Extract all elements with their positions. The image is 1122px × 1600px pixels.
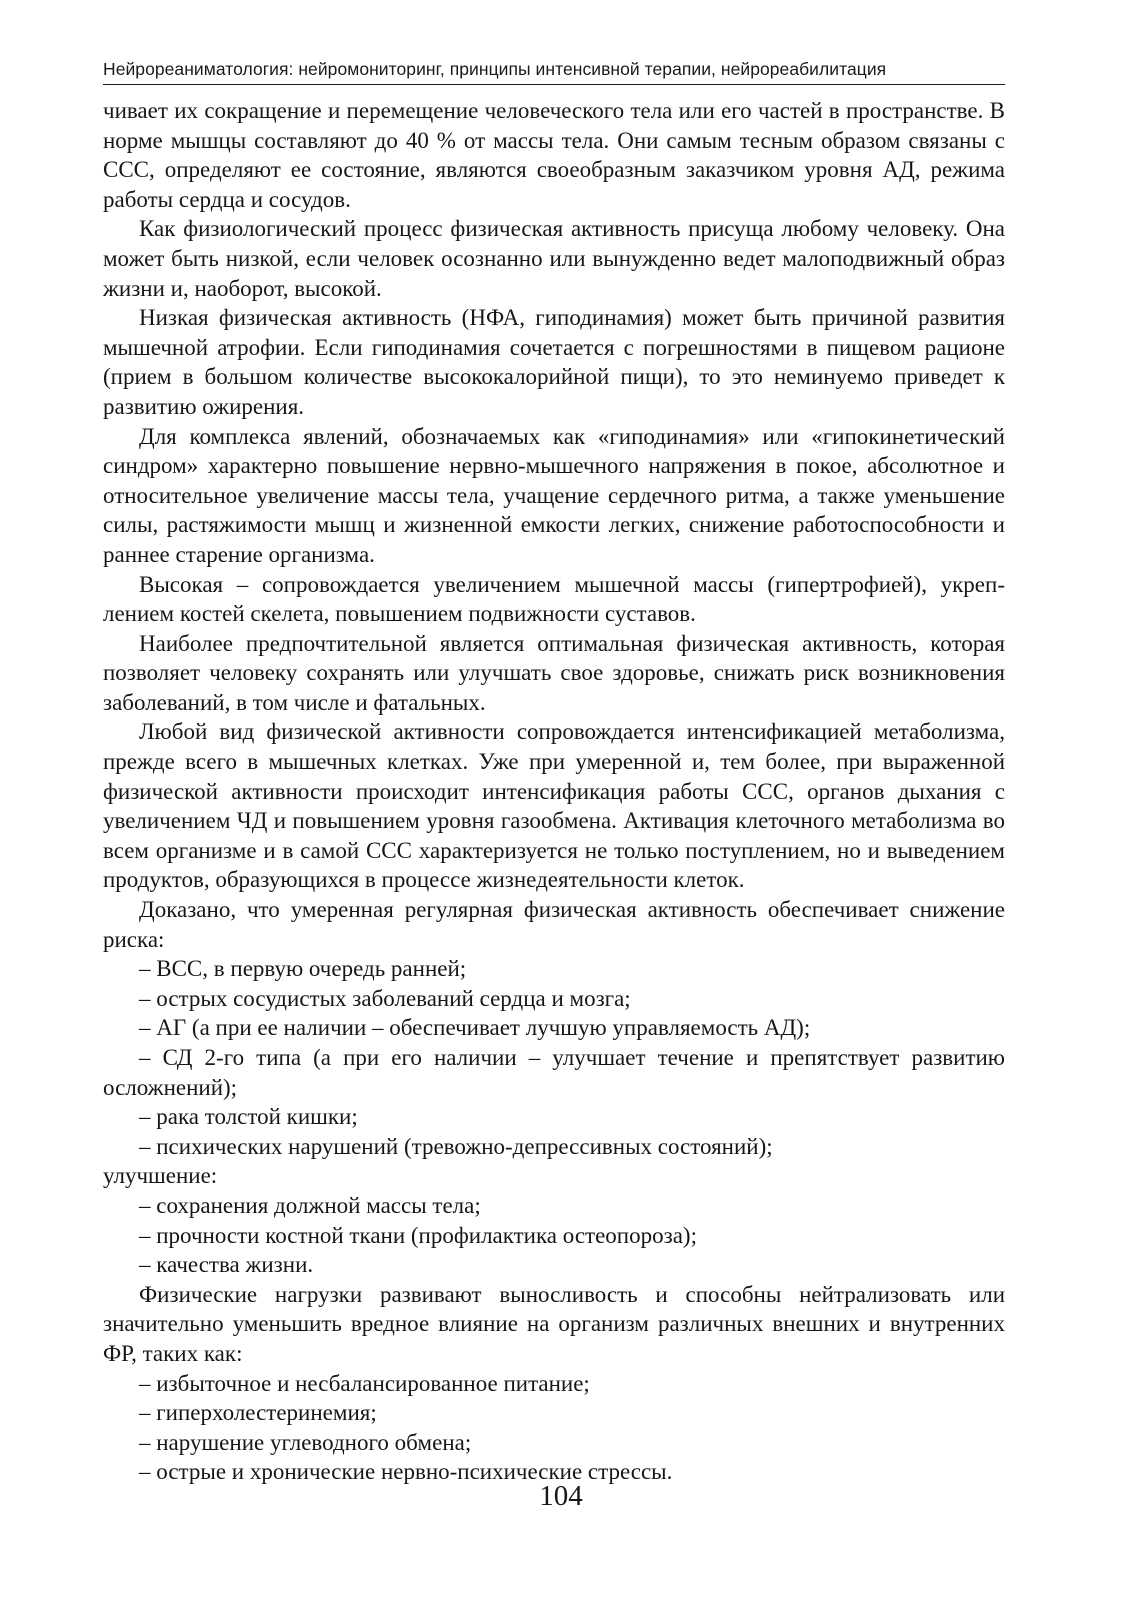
running-head: Нейрореаниматология: нейромониторинг, принципы интенсивной терапии, нейрореабилитация — [103, 59, 887, 79]
risk-list-item: – ВСС, в первую очередь ранней; — [139, 956, 467, 982]
improvement-list-item: – сохранения должной массы тела; — [139, 1192, 481, 1218]
page-number: 104 — [539, 1480, 583, 1512]
improvement-list-item: – качества жизни. — [139, 1252, 314, 1278]
paragraph: Наиболее предпочтительной является оптимальная физическая активность, которая позволяет человеку сохранять или улучшать свое здоровье, снижать риск возникновения заболеваний, в том числе и фатальных. — [103, 630, 1005, 715]
factor-list-item: – нарушение углеводного обмена; — [139, 1429, 472, 1455]
paragraph: Как физиологический процесс физическая активность присуща любому человеку. Она может быть низкой, если человек осознанно или вынужденно ведет малоподвижный образ жизни и, наоборот, высокой. — [103, 216, 1005, 301]
body-text — [103, 96, 1005, 1487]
improvement-list-item: – прочности костной ткани (профилактика остеопороза); — [139, 1222, 697, 1248]
factor-list-item: – острые и хронические нервно-психические стрессы. — [139, 1459, 673, 1485]
risk-list-item: – острых сосудистых заболеваний сердца и мозга; — [139, 985, 631, 1011]
improvement-label: улучшение: — [103, 1163, 218, 1189]
paragraph: Доказано, что умеренная регулярная физическая активность обеспечивает снижение риска: — [103, 897, 1005, 952]
risk-list-item: – СД 2-го типа (а при его наличии – улучшает течение и препятствует развитию осложнений); — [103, 1045, 1005, 1100]
risk-list-item: – психических нарушений (тревожно-депрессивных состояний); — [139, 1133, 773, 1159]
paragraph: Высокая – сопровождается увеличением мышечной массы (гипертрофией), укреплением костей скелета, повышением подвижности суставов. — [103, 571, 1005, 627]
risk-list-item: – рака толстой кишки; — [139, 1104, 358, 1130]
paragraph: Физические нагрузки развивают выносливость и способны нейтрализовать или значительно уменьшить вредное влияние на организм различных внешних и внутренних ФР, таких как: — [103, 1281, 1005, 1366]
paragraph-continued: чивает их сокращение и перемещение человеческого тела или его частей в пространстве. В норме мышцы составляют до 40 % от массы тела. Они самым тесным образом связаны с ССС, определяют ее состояние, являются своеобразным заказчиком уровня АД, режима работы сердца и сосудов. — [103, 98, 1005, 212]
factor-list-item: – гиперхолестеринемия; — [139, 1400, 377, 1426]
paragraph: Низкая физическая активность (НФА, гиподинамия) может быть причиной развития мышечной атрофии. Если гиподинамия сочетается с погрешностями в пищевом рационе (прием в большом количестве высококалорийной пищи), то это неминуемо приведет к развитию ожирения. — [103, 305, 1005, 419]
risk-list-item: – АГ (а при ее наличии – обеспечивает лучшую управляемость АД); — [139, 1015, 811, 1041]
factor-list-item: – избыточное и несбалансированное питание; — [139, 1370, 590, 1396]
header-rule — [103, 84, 1005, 85]
paragraph: Любой вид физической активности сопровождается интенсификацией метаболизма, прежде всего в мышечных клетках. Уже при умеренной и, тем более, при выраженной физической активности происходит интенсификация работы ССС, органов дыхания с увеличением ЧД и повышением уровня газообмена. Активация клеточного метаболизма во всем организме и в самой ССС характеризуется не только поступлением, но и выведением продуктов, образующихся в процессе жизнедеятельности клеток. — [103, 719, 1005, 893]
paragraph: Для комплекса явлений, обозначаемых как «гиподинамия» или «гипокинетический синдром» характерно повышение нервно-мышечного напряжения в покое, абсолютное и относительное увеличение массы тела, учащение сердечного ритма, а также уменьшение силы, растяжимости мышц и жизненной емкости легких, снижение работоспособности и раннее старение организма. — [103, 423, 1005, 567]
